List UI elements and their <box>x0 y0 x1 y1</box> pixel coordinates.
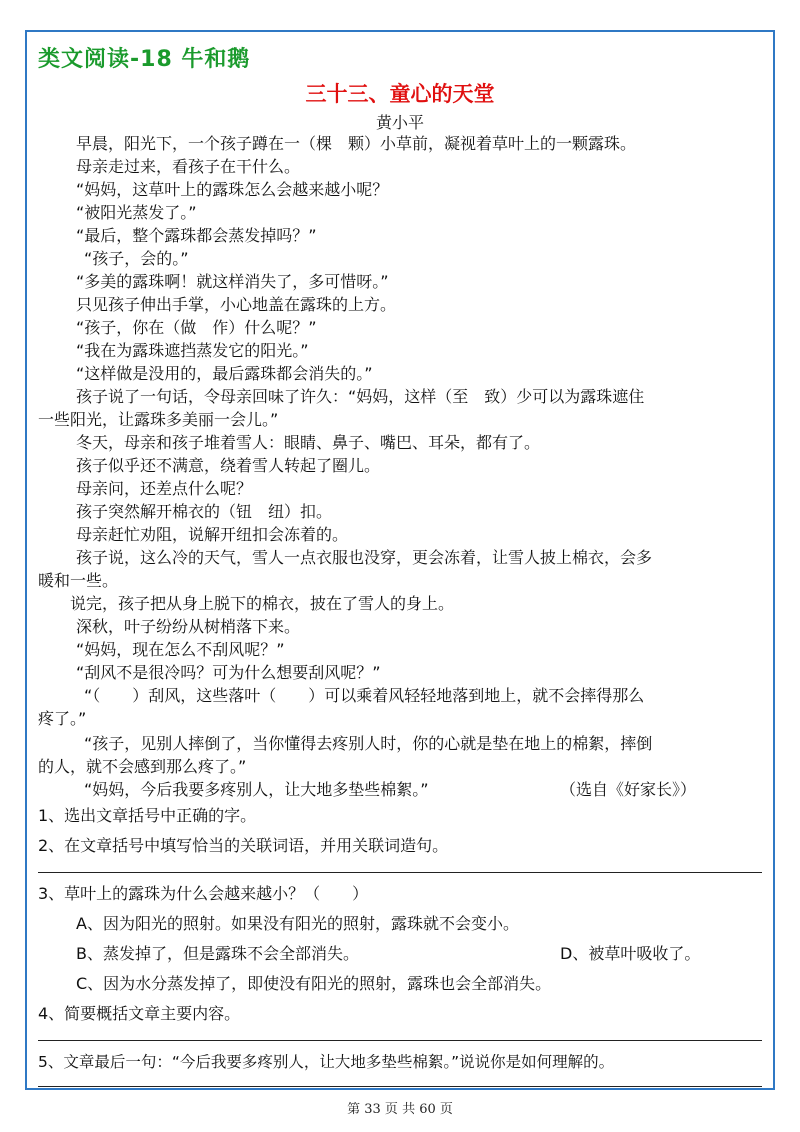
page-number: 第 33 页 共 60 页 <box>347 1102 453 1117</box>
paragraph: 冬天，母亲和孩子堆着雪人：眼睛、鼻子、嘴巴、耳朵，都有了。 <box>76 433 541 452</box>
paragraph: “妈妈，今后我要多疼别人，让大地多垫些棉絮。” <box>84 780 429 799</box>
paragraph: “（ ）刮风，这些落叶（ ）可以乘着风轻轻地落到地上，就不会摔得那么 <box>84 686 645 705</box>
answer-line[interactable] <box>38 872 762 873</box>
question-2: 2、在文章括号中填写恰当的关联词语，并用关联词造句。 <box>38 836 449 855</box>
paragraph: 早晨，阳光下，一个孩子蹲在一（棵 颗）小草前，凝视着草叶上的一颗露珠。 <box>76 134 637 153</box>
paragraph: 深秋，叶子纷纷从树梢落下来。 <box>76 617 301 636</box>
paragraph: 说完，孩子把从身上脱下的棉衣，披在了雪人的身上。 <box>70 594 455 613</box>
article-source: （选自《好家长》） <box>560 780 697 799</box>
question-5: 5、文章最后一句：“今后我要多疼别人，让大地多垫些棉絮。”说说你是如何理解的。 <box>38 1053 615 1071</box>
paragraph: “孩子，会的。” <box>84 249 189 268</box>
question-3-option-c[interactable]: C、因为水分蒸发掉了，即使没有阳光的照射，露珠也会全部消失。 <box>76 974 552 993</box>
paragraph: 母亲赶忙劝阻，说解开纽扣会冻着的。 <box>76 525 349 544</box>
paragraph: 孩子说了一句话，令母亲回味了许久：“妈妈，这样（至 致）少可以为露珠遮住 <box>76 387 645 406</box>
paragraph: “我在为露珠遮挡蒸发它的阳光。” <box>76 341 309 360</box>
paragraph: 疼了。” <box>38 709 87 728</box>
question-3-option-b[interactable]: B、蒸发掉了，但是露珠不会全部消失。 <box>76 944 359 963</box>
question-3: 3、草叶上的露珠为什么会越来越小？（ ） <box>38 884 369 903</box>
question-3-option-d[interactable]: D、被草叶吸收了。 <box>560 944 701 963</box>
paragraph: “妈妈，现在怎么不刮风呢？” <box>76 640 285 659</box>
article-author: 黄小平 <box>375 113 424 132</box>
paragraph: “孩子，见别人摔倒了，当你懂得去疼别人时，你的心就是垫在地上的棉絮，摔倒 <box>84 734 653 753</box>
section-header: 类文阅读-18 牛和鹅 <box>38 47 251 72</box>
paragraph: 孩子似乎还不满意，绕着雪人转起了圈儿。 <box>76 456 381 475</box>
paragraph: 一些阳光，让露珠多美丽一会儿。” <box>38 410 279 429</box>
article-title: 三十三、童心的天堂 <box>305 82 495 106</box>
paragraph: “最后，整个露珠都会蒸发掉吗？” <box>76 226 317 245</box>
paragraph: “孩子，你在（做 作）什么呢？” <box>76 318 317 337</box>
paragraph: 母亲问，还差点什么呢？ <box>76 479 253 498</box>
paragraph: 孩子说，这么冷的天气，雪人一点衣服也没穿，更会冻着，让雪人披上棉衣，会多 <box>76 548 653 567</box>
paragraph: 暖和一些。 <box>38 571 119 590</box>
answer-line[interactable] <box>38 1086 762 1087</box>
question-3-option-a[interactable]: A、因为阳光的照射。如果没有阳光的照射，露珠就不会变小。 <box>76 914 519 933</box>
paragraph: “妈妈，这草叶上的露珠怎么会越来越小呢？ <box>76 180 389 199</box>
paragraph: 只见孩子伸出手掌，小心地盖在露珠的上方。 <box>76 295 397 314</box>
paragraph: “这样做是没用的，最后露珠都会消失的。” <box>76 364 373 383</box>
paragraph: 的人，就不会感到那么疼了。” <box>38 757 247 776</box>
paragraph: “刮风不是很冷吗？可为什么想要刮风呢？” <box>76 663 381 682</box>
question-4: 4、简要概括文章主要内容。 <box>38 1004 241 1023</box>
paragraph: “多美的露珠啊！就这样消失了，多可惜呀。” <box>76 272 389 291</box>
answer-line[interactable] <box>38 1040 762 1041</box>
paragraph: 孩子突然解开棉衣的（钮 纽）扣。 <box>76 502 333 521</box>
paragraph: 母亲走过来，看孩子在干什么。 <box>76 157 301 176</box>
question-1: 1、选出文章括号中正确的字。 <box>38 806 257 825</box>
paragraph: “被阳光蒸发了。” <box>76 203 197 222</box>
